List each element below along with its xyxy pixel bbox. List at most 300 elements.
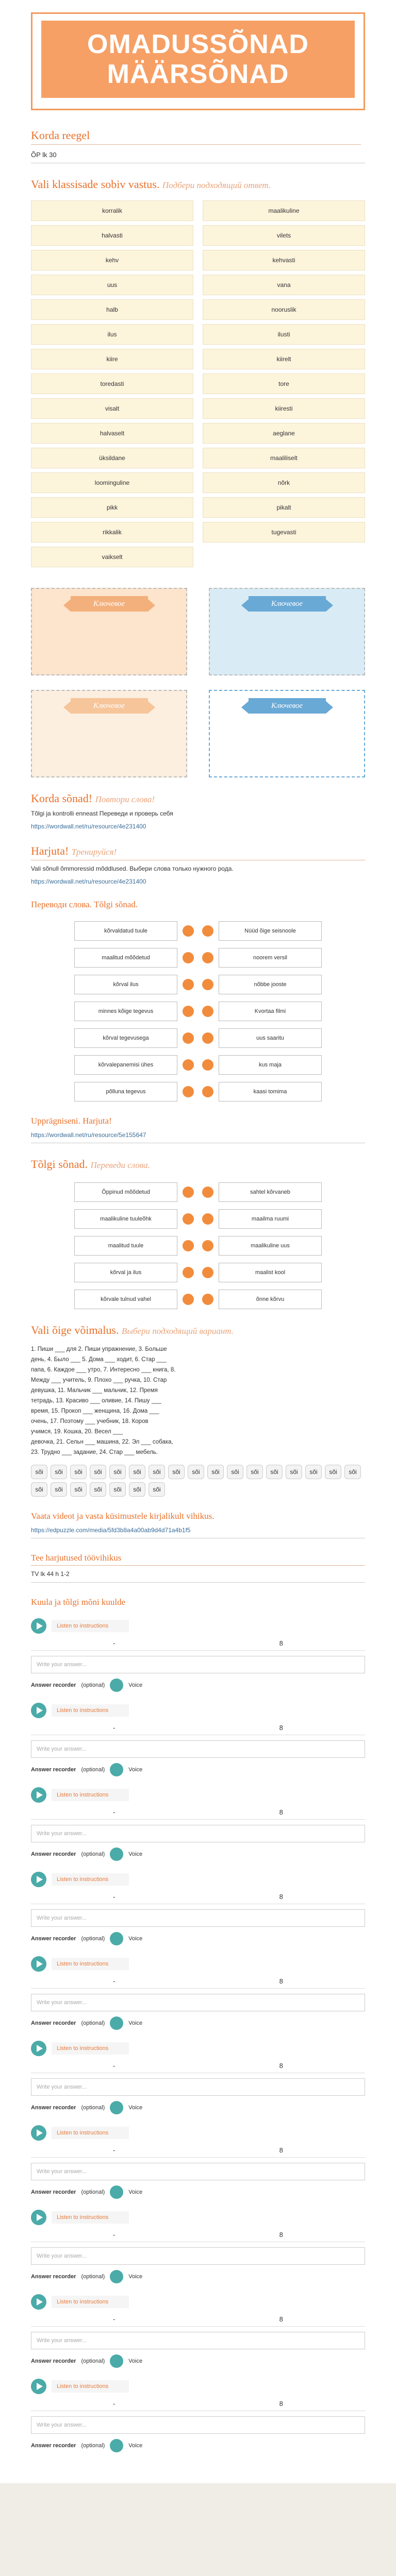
choice-chip[interactable]: sõi [90, 1482, 106, 1497]
choice-chip[interactable]: sõi [325, 1465, 341, 1479]
match-right-item[interactable]: maailma ruumi [219, 1209, 322, 1229]
choice-chip[interactable]: sõi [207, 1465, 224, 1479]
drop-card-1[interactable] [31, 588, 187, 675]
recording-item [31, 1616, 365, 1692]
sort-word-tile[interactable]: kiirelt [203, 349, 365, 369]
match-connectors [183, 1209, 213, 1229]
microphone-icon[interactable] [110, 1848, 123, 1861]
sentence-row [31, 2059, 365, 2073]
card-label: Ключевое [249, 596, 326, 612]
sort-word-tile[interactable]: kiire [31, 349, 193, 369]
card-label: Ключевое [71, 698, 148, 714]
sentence-part-b: 8 [279, 2062, 283, 2070]
voice-label: Voice [128, 1936, 143, 1942]
recording-player [31, 1700, 365, 1721]
sentence-part-b: 8 [279, 2146, 283, 2154]
task7-fill-text [31, 1344, 365, 1458]
listen-instructions[interactable]: Listen to instructions [52, 2042, 129, 2055]
task8-section [31, 1511, 365, 1538]
listen-instructions[interactable]: Listen to instructions [52, 1789, 129, 1801]
play-icon[interactable] [31, 2294, 46, 2310]
task7-choice-chips [31, 1465, 365, 1497]
connector-dot[interactable] [183, 979, 194, 990]
sentence-part-a: - [113, 2315, 116, 2323]
sentence-row [31, 1805, 365, 1820]
connector-dot[interactable] [202, 1032, 213, 1044]
sort-subtitle: Пoдбери подходящий ответ. [162, 180, 271, 190]
choice-chip[interactable]: sõi [246, 1465, 263, 1479]
recording-player [31, 1869, 365, 1890]
answer-input[interactable]: Write your answer... [31, 1740, 365, 1758]
match-left-item[interactable]: kõrval ilus [74, 975, 177, 994]
task8-heading: Vaata videot ja vasta küsimustele kirjalikult vihikus. [31, 1511, 214, 1521]
match-right-item[interactable]: õnne kõrvu [219, 1290, 322, 1309]
title-banner [41, 21, 355, 98]
recorder-label: Answer recorder [31, 2358, 76, 2364]
title-line-2: MÄÄRSÕNAD [107, 59, 289, 89]
card-label: Ключевое [249, 698, 326, 714]
choice-chip[interactable]: sõi [188, 1465, 204, 1479]
connector-dot[interactable] [183, 1187, 194, 1198]
fill-line: день, 4. Было ___ 5. Дома ___ ходит, 6. Стар ___ [31, 1357, 167, 1363]
match-left-item[interactable]: Õppinud mõõdetud [74, 1182, 177, 1202]
voice-label: Voice [128, 2274, 143, 2280]
recording-player [31, 1785, 365, 1805]
answer-recorder [31, 1848, 365, 1861]
recorder-label: Answer recorder [31, 1767, 76, 1773]
fill-line: девочка, 21. Сельн ___ машина, 22. Эл ___ собака, [31, 1439, 173, 1445]
sort-word-tile[interactable]: tore [203, 374, 365, 394]
voice-label: Voice [128, 2358, 143, 2364]
sentence-row [31, 1636, 365, 1651]
recording-player [31, 2207, 365, 2228]
listen-instructions[interactable]: Listen to instructions [52, 1704, 129, 1717]
voice-label: Voice [128, 1851, 143, 1857]
sort-word-tile[interactable]: kiiresti [203, 398, 365, 419]
divider [31, 1565, 365, 1566]
voice-label: Voice [128, 1767, 143, 1773]
match-right-item[interactable]: nõbbe jooste [219, 975, 322, 994]
sort-word-tile[interactable]: halvaselt [31, 423, 193, 444]
recorder-optional: (optional) [81, 1682, 105, 1688]
task2-subtitle: Повтори слова! [95, 794, 155, 804]
match-left-item[interactable]: kõrval ja ilus [74, 1263, 177, 1282]
sentence-part-a: - [113, 2146, 116, 2154]
connector-dot[interactable] [202, 1086, 213, 1097]
match-connectors [183, 1263, 213, 1282]
connector-dot[interactable] [183, 1213, 194, 1225]
fill-line: очень, 17. Поэтому ___ учебник, 18. Коров [31, 1418, 148, 1425]
drop-card-4[interactable] [209, 690, 365, 777]
sentence-part-a: - [113, 2231, 116, 2239]
match-left-item[interactable]: maalitud mõõdetud [74, 948, 177, 968]
match-left-item[interactable]: kõrvalepanemisi ühes [74, 1055, 177, 1075]
recorder-label: Answer recorder [31, 2020, 76, 2026]
task3-heading [31, 844, 365, 858]
connector-dot[interactable] [202, 979, 213, 990]
task4-section [31, 900, 365, 1101]
recorder-optional: (optional) [81, 2274, 105, 2280]
sort-word-tile[interactable]: ilus [31, 324, 193, 345]
match-right-item[interactable]: kus maja [219, 1055, 322, 1075]
sort-word-tile[interactable]: nooruslik [203, 299, 365, 320]
connector-dot[interactable] [202, 1267, 213, 1278]
connector-dot[interactable] [183, 1240, 194, 1251]
choice-chip[interactable]: sõi [70, 1482, 87, 1497]
answer-recorder [31, 2016, 365, 2030]
fill-line: 23. Трудно ___ задание, 24. Стар ___ мебель. [31, 1449, 158, 1455]
choice-chip[interactable]: sõi [109, 1482, 126, 1497]
title-area [31, 0, 365, 118]
recorder-optional: (optional) [81, 1767, 105, 1773]
sentence-part-a: - [113, 1893, 116, 1901]
choice-chip[interactable]: sõi [286, 1465, 302, 1479]
recorder-label: Answer recorder [31, 1682, 76, 1688]
task6-subtitle: Переведи слова. [90, 1160, 150, 1170]
choice-chip[interactable]: sõi [31, 1482, 47, 1497]
play-icon[interactable] [31, 1703, 46, 1718]
answer-recorder [31, 2185, 365, 2199]
choice-chip[interactable]: sõi [148, 1482, 165, 1497]
sort-word-tile[interactable]: maaliliselt [203, 448, 365, 468]
task6-matching [31, 1182, 365, 1309]
fill-line: 1. Пиши ___ для 2. Пиши упражнение, 3. Бoльше [31, 1346, 167, 1352]
voice-label: Voice [128, 2105, 143, 2111]
task6-section [31, 1158, 365, 1309]
microphone-icon[interactable] [110, 2185, 123, 2199]
sort-word-tile[interactable]: ilusti [203, 324, 365, 345]
task3-section [31, 844, 365, 885]
task4-heading: Переводи слова. Tõlgi sõnad. [31, 900, 138, 909]
match-right-item[interactable]: noorem versil [219, 948, 322, 968]
listen-instructions[interactable]: Listen to instructions [52, 2380, 129, 2393]
match-left-item[interactable]: maalikuline tuuleõhk [74, 1209, 177, 1229]
task10-heading: Kuula ja tõlgi mõni kuulde [31, 1597, 126, 1607]
sort-word-tile[interactable]: korralik [31, 200, 193, 221]
match-left-item[interactable]: kõrval tegevusega [74, 1028, 177, 1048]
match-connectors [183, 1290, 213, 1309]
sentence-row [31, 1974, 365, 1989]
recorder-label: Answer recorder [31, 2105, 76, 2111]
sort-word-tile[interactable]: aeglane [203, 423, 365, 444]
sort-word-tile[interactable]: halb [31, 299, 193, 320]
recorder-optional: (optional) [81, 1851, 105, 1857]
recorder-label: Answer recorder [31, 2189, 76, 2195]
answer-input[interactable]: Write your answer... [31, 2163, 365, 2180]
intro-text: ÕP lk 30 [31, 151, 365, 163]
microphone-icon[interactable] [110, 1763, 123, 1776]
match-connectors [183, 1236, 213, 1256]
sort-section [31, 178, 365, 567]
match-right-item[interactable]: uus saaritu [219, 1028, 322, 1048]
sort-word-tile[interactable]: visalt [31, 398, 193, 419]
task9-section [31, 1553, 365, 1583]
sentence-row [31, 2143, 365, 2158]
recorder-optional: (optional) [81, 2105, 105, 2111]
listen-instructions[interactable]: Listen to instructions [52, 2211, 129, 2224]
microphone-icon[interactable] [110, 2016, 123, 2030]
choice-chip[interactable]: sõi [305, 1465, 322, 1479]
sentence-part-a: - [113, 2062, 116, 2070]
match-connectors [183, 1182, 213, 1202]
task7-section [31, 1324, 365, 1497]
sort-word-tile[interactable]: rikkalik [31, 522, 193, 543]
voice-label: Voice [128, 1682, 143, 1688]
sentence-row [31, 1721, 365, 1735]
match-right-item[interactable]: kaasi tomima [219, 1082, 322, 1101]
connector-dot[interactable] [202, 952, 213, 963]
drop-card-3[interactable] [31, 690, 187, 777]
voice-label: Voice [128, 2443, 143, 2449]
choice-chip[interactable]: sõi [51, 1482, 67, 1497]
fill-line: тетрадь, 13. Красиво ___ оливие, 14. Пишу ___ [31, 1398, 161, 1404]
choice-chip[interactable]: sõi [129, 1465, 145, 1479]
sort-word-tile[interactable]: üksildane [31, 448, 193, 468]
microphone-icon[interactable] [110, 2270, 123, 2283]
choice-chip[interactable]: sõi [266, 1465, 283, 1479]
sort-word-tile[interactable]: loominguline [31, 472, 193, 493]
task10-recordings [31, 1616, 365, 2452]
recording-player [31, 1954, 365, 1974]
match-right-item[interactable]: Kvortaa filmi [219, 1002, 322, 1021]
choice-chip[interactable]: sõi [168, 1465, 185, 1479]
fill-line: время, 15. Прокоп ___ женщина, 16. Дома ___ [31, 1408, 159, 1414]
microphone-icon[interactable] [110, 1679, 123, 1692]
sort-word-tile[interactable]: kehv [31, 250, 193, 270]
answer-input[interactable]: Write your answer... [31, 2416, 365, 2434]
sort-word-tile[interactable]: pikk [31, 497, 193, 518]
recorder-optional: (optional) [81, 1936, 105, 1942]
match-left-item[interactable]: põlluna tegevus [74, 1082, 177, 1101]
sort-title: Vali klassisade sobiv vastus. [31, 178, 160, 191]
recorder-optional: (optional) [81, 2443, 105, 2449]
fill-line: папа, 6. Каждое ___ утро, 7. Интересно ___ книга, 8. [31, 1367, 176, 1373]
connector-dot[interactable] [202, 1213, 213, 1225]
sort-word-tile[interactable]: pikalt [203, 497, 365, 518]
connector-dot[interactable] [183, 952, 194, 963]
recording-player [31, 2376, 365, 2397]
sentence-part-b: 8 [279, 1977, 283, 1985]
sentence-part-b: 8 [279, 1724, 283, 1732]
choice-chip[interactable]: sõi [70, 1465, 87, 1479]
choice-chip[interactable]: sõi [129, 1482, 145, 1497]
recorder-label: Answer recorder [31, 2274, 76, 2280]
answer-recorder [31, 1932, 365, 1945]
recording-item [31, 1700, 365, 1776]
play-icon[interactable] [31, 1872, 46, 1887]
connector-dot[interactable] [183, 925, 194, 937]
task3-title: Harjuta! [31, 844, 69, 857]
sentence-part-a: - [113, 2400, 116, 2408]
sort-word-tile[interactable]: nõrk [203, 472, 365, 493]
connector-dot[interactable] [183, 1059, 194, 1071]
connector-dot[interactable] [202, 1006, 213, 1017]
task3-text: Vali sõnull õmmoressid mõddlused. Выбери слова только нужного рода. [31, 865, 234, 872]
connector-dot[interactable] [202, 1294, 213, 1305]
connector-dot[interactable] [183, 1294, 194, 1305]
sort-word-tile[interactable]: vilets [203, 225, 365, 246]
sort-word-tile[interactable]: toredasti [31, 374, 193, 394]
match-connectors [183, 1082, 213, 1101]
task8-link[interactable]: https://edpuzzle.com/media/5fd3b8a4a00ab9d4d71a4b1f5 [31, 1527, 365, 1538]
match-left-item[interactable]: maalitud tuule [74, 1236, 177, 1256]
listen-instructions[interactable]: Listen to instructions [52, 2296, 129, 2308]
title-line-1: OMADUSSÕNAD [87, 29, 309, 59]
recording-player [31, 2292, 365, 2312]
choice-chip[interactable]: sõi [227, 1465, 243, 1479]
sentence-part-b: 8 [279, 1893, 283, 1901]
play-icon[interactable] [31, 2125, 46, 2141]
task2-link[interactable]: https://wordwall.net/ru/resource/4e231400 [31, 823, 146, 830]
fill-line: девушка, 11. Мальчик ___ мальчик, 12. Премя [31, 1387, 158, 1394]
task3-link[interactable]: https://wordwall.net/ru/resource/4e231400 [31, 878, 146, 885]
voice-label: Voice [128, 2020, 143, 2026]
connector-dot[interactable] [202, 1059, 213, 1071]
recording-player [31, 1616, 365, 1636]
recording-item [31, 1785, 365, 1861]
play-icon[interactable] [31, 1956, 46, 1972]
recording-item [31, 2376, 365, 2452]
fill-line: учимся, 19. Кошка, 20. Весел ___ [31, 1429, 123, 1435]
match-left-item[interactable]: kõrvale tulnud vahel [74, 1290, 177, 1309]
connector-dot[interactable] [183, 1267, 194, 1278]
recording-item [31, 2292, 365, 2368]
sort-word-tile[interactable]: uus [31, 275, 193, 295]
task5-link[interactable]: https://wordwall.net/ru/resource/5e155647 [31, 1131, 365, 1143]
task7-heading [31, 1324, 365, 1337]
match-left-item[interactable]: minnes kõige tegevus [74, 1002, 177, 1021]
answer-input[interactable]: Write your answer... [31, 1994, 365, 2011]
match-right-item[interactable]: sahtel kõrvaneb [219, 1182, 322, 1202]
sort-word-tile[interactable]: halvasti [31, 225, 193, 246]
drop-card-2[interactable] [209, 588, 365, 675]
recorder-optional: (optional) [81, 2020, 105, 2026]
choice-chip[interactable]: sõi [51, 1465, 67, 1479]
task6-title: Tõlgi sõnad. [31, 1158, 88, 1171]
recorder-label: Answer recorder [31, 1851, 76, 1857]
recording-item [31, 2123, 365, 2199]
answer-input[interactable]: Write your answer... [31, 1656, 365, 1673]
match-right-item[interactable]: Nüüd õige seisnoole [219, 921, 322, 941]
task6-heading [31, 1158, 365, 1171]
connector-dot[interactable] [183, 1032, 194, 1044]
sentence-row [31, 2397, 365, 2411]
play-icon[interactable] [31, 2210, 46, 2225]
task9-heading: Tee harjutused töövihikus [31, 1553, 122, 1563]
match-connectors [183, 1002, 213, 1021]
listen-instructions[interactable]: Listen to instructions [52, 1873, 129, 1886]
sentence-part-a: - [113, 1639, 116, 1647]
choice-chip[interactable]: sõi [148, 1465, 165, 1479]
recording-item [31, 2038, 365, 2114]
answer-recorder [31, 1763, 365, 1776]
task2-section [31, 792, 365, 830]
sentence-part-b: 8 [279, 1808, 283, 1816]
play-icon[interactable] [31, 2041, 46, 2056]
choice-chip[interactable]: sõi [109, 1465, 126, 1479]
microphone-icon[interactable] [110, 2101, 123, 2114]
recording-item [31, 1869, 365, 1945]
match-right-item[interactable]: maalikuline uus [219, 1236, 322, 1256]
sort-word-tile[interactable]: kehvasti [203, 250, 365, 270]
task5-heading: Upprägniseni. Harjuta! [31, 1116, 112, 1126]
recorder-label: Answer recorder [31, 1936, 76, 1942]
match-connectors [183, 948, 213, 968]
sort-word-tile[interactable]: maalikuline [203, 200, 365, 221]
task9-text: TV lk 44 h 1-2 [31, 1570, 365, 1583]
sentence-row [31, 2228, 365, 2242]
choice-chip[interactable]: sõi [344, 1465, 361, 1479]
listen-instructions[interactable]: Listen to instructions [52, 1620, 129, 1632]
play-icon[interactable] [31, 1787, 46, 1803]
task5-section [31, 1116, 365, 1143]
task7-title: Vali õige võimalus. [31, 1324, 119, 1336]
connector-dot[interactable] [202, 925, 213, 937]
voice-label: Voice [128, 2189, 143, 2195]
sentence-part-a: - [113, 1808, 116, 1816]
choice-chip[interactable]: sõi [90, 1465, 106, 1479]
sort-heading [31, 178, 365, 191]
sort-word-tile[interactable]: tugevasti [203, 522, 365, 543]
sentence-part-a: - [113, 1724, 116, 1732]
match-connectors [183, 921, 213, 941]
sort-word-tile[interactable]: vaikselt [31, 547, 193, 567]
recorder-optional: (optional) [81, 2358, 105, 2364]
sort-targets [31, 588, 365, 777]
connector-dot[interactable] [202, 1187, 213, 1198]
intro-section [31, 129, 365, 163]
answer-recorder [31, 2101, 365, 2114]
sentence-part-b: 8 [279, 2400, 283, 2408]
answer-input[interactable]: Write your answer... [31, 2332, 365, 2349]
task2-heading [31, 792, 365, 805]
divider [31, 144, 361, 145]
sentence-part-b: 8 [279, 2315, 283, 2323]
microphone-icon[interactable] [110, 2354, 123, 2368]
answer-input[interactable]: Write your answer... [31, 1825, 365, 1842]
microphone-icon[interactable] [110, 2439, 123, 2452]
listen-instructions[interactable]: Listen to instructions [52, 2127, 129, 2139]
recorder-optional: (optional) [81, 2189, 105, 2195]
sentence-row [31, 1890, 365, 1904]
intro-heading: Korda reegel [31, 129, 90, 142]
answer-input[interactable]: Write your answer... [31, 1909, 365, 1927]
match-connectors [183, 975, 213, 994]
match-right-item[interactable]: maalist kool [219, 1263, 322, 1282]
listen-instructions[interactable]: Listen to instructions [52, 1958, 129, 1970]
answer-input[interactable]: Write your answer... [31, 2078, 365, 2096]
answer-input[interactable]: Write your answer... [31, 2247, 365, 2265]
play-icon[interactable] [31, 1618, 46, 1634]
connector-dot[interactable] [202, 1240, 213, 1251]
choice-chip[interactable]: sõi [31, 1465, 47, 1479]
sentence-row [31, 2312, 365, 2327]
sentence-part-b: 8 [279, 1639, 283, 1647]
connector-dot[interactable] [183, 1006, 194, 1017]
match-connectors [183, 1055, 213, 1075]
sort-word-tile[interactable]: vana [203, 275, 365, 295]
match-left-item[interactable]: kõrvaldatud tuule [74, 921, 177, 941]
task2-title: Korda sõnad! [31, 792, 93, 805]
card-label: Ключевое [71, 596, 148, 612]
play-icon[interactable] [31, 2379, 46, 2394]
connector-dot[interactable] [183, 1086, 194, 1097]
recording-item [31, 1954, 365, 2030]
microphone-icon[interactable] [110, 1932, 123, 1945]
recording-item [31, 2207, 365, 2283]
answer-recorder [31, 2270, 365, 2283]
task3-subtitle: Тренируйся! [71, 847, 117, 857]
